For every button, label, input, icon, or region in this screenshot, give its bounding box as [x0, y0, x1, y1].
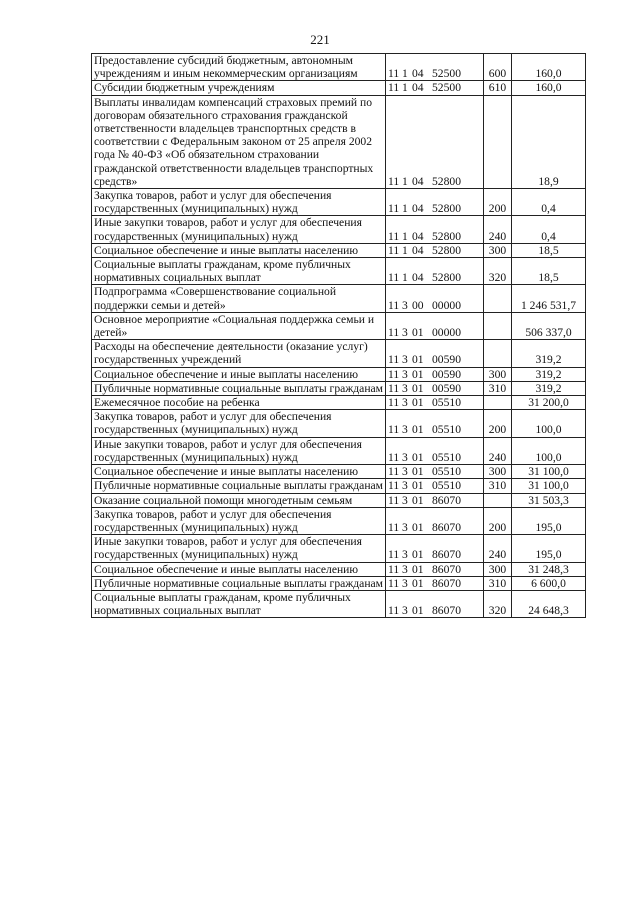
row-expense-type: 240	[484, 535, 512, 562]
table-row	[92, 381, 586, 395]
code-part-3: 04	[412, 174, 424, 188]
code-part-1: 11	[388, 174, 400, 188]
row-amount: 1 246 531,7	[512, 285, 586, 312]
code-part-1: 11	[388, 493, 400, 507]
code-part-4: 52500	[432, 81, 461, 95]
row-name: Выплаты инвалидам компенсаций страховых премий по договорам обязательного страхования гражданской ответственности владельцев транспортных средств в соответствии с Федеральным законом от 25 апреля 2002 года № 40-ФЗ «Об обязательном страховании гражданской ответственности владельцев транспортных средств»	[92, 95, 386, 188]
code-part-2: 3	[402, 465, 408, 479]
code-part-3: 01	[412, 465, 424, 479]
code-part-2: 1	[402, 229, 408, 243]
code-part-3: 04	[412, 81, 424, 95]
row-expense-type: 310	[484, 576, 512, 590]
table-row	[92, 54, 586, 81]
row-amount: 18,5	[512, 258, 586, 285]
row-amount: 31 503,3	[512, 493, 586, 507]
row-name: Иные закупки товаров, работ и услуг для обеспечения государственных (муниципальных) нужд	[92, 535, 386, 562]
code-part-1: 11	[388, 381, 400, 395]
code-part-4: 05510	[432, 423, 461, 437]
row-amount: 160,0	[512, 54, 586, 81]
row-expense-type	[484, 396, 512, 410]
code-part-4: 00590	[432, 367, 461, 381]
row-amount: 31 248,3	[512, 562, 586, 576]
row-name: Подпрограмма «Совершенствование социальной поддержки семьи и детей»	[92, 285, 386, 312]
row-code	[386, 381, 484, 395]
code-part-1: 11	[388, 562, 400, 576]
code-part-2: 3	[402, 423, 408, 437]
row-name: Закупка товаров, работ и услуг для обеспечения государственных (муниципальных) нужд	[92, 189, 386, 216]
table-row	[92, 312, 586, 339]
row-name: Иные закупки товаров, работ и услуг для обеспечения государственных (муниципальных) нужд	[92, 437, 386, 464]
code-part-1: 11	[388, 367, 400, 381]
row-name: Публичные нормативные социальные выплаты гражданам	[92, 576, 386, 590]
row-amount: 6 600,0	[512, 576, 586, 590]
code-part-3: 01	[412, 353, 424, 367]
code-part-3: 01	[412, 423, 424, 437]
table-row	[92, 479, 586, 493]
row-amount: 100,0	[512, 410, 586, 437]
code-part-2: 3	[402, 326, 408, 340]
code-part-1: 11	[388, 326, 400, 340]
code-part-2: 3	[402, 604, 408, 618]
page-number: 221	[310, 32, 330, 47]
table-row	[92, 590, 586, 617]
row-name: Предоставление субсидий бюджетным, автономным учреждениям и иным некоммерческим организациям	[92, 54, 386, 81]
code-part-3: 01	[412, 604, 424, 618]
code-part-3: 01	[412, 576, 424, 590]
row-expense-type: 200	[484, 189, 512, 216]
code-part-3: 01	[412, 326, 424, 340]
table-row	[92, 465, 586, 479]
row-name: Социальное обеспечение и иные выплаты населению	[92, 243, 386, 257]
code-part-2: 1	[402, 243, 408, 257]
code-part-3: 01	[412, 548, 424, 562]
code-part-3: 04	[412, 243, 424, 257]
code-part-3: 00	[412, 298, 424, 312]
row-code	[386, 216, 484, 243]
table-row	[92, 258, 586, 285]
table-row	[92, 576, 586, 590]
row-expense-type: 310	[484, 479, 512, 493]
row-code	[386, 95, 484, 188]
row-amount: 319,2	[512, 367, 586, 381]
code-part-1: 11	[388, 67, 400, 81]
code-part-2: 1	[402, 202, 408, 216]
code-part-1: 11	[388, 576, 400, 590]
code-part-3: 01	[412, 450, 424, 464]
row-expense-type	[484, 312, 512, 339]
row-amount: 160,0	[512, 81, 586, 95]
row-amount: 18,5	[512, 243, 586, 257]
row-code	[386, 312, 484, 339]
code-part-2: 3	[402, 562, 408, 576]
code-part-2: 3	[402, 493, 408, 507]
code-part-4: 86070	[432, 520, 461, 534]
row-expense-type	[484, 95, 512, 188]
row-name: Социальные выплаты гражданам, кроме публичных нормативных социальных выплат	[92, 590, 386, 617]
code-part-3: 01	[412, 562, 424, 576]
row-amount: 0,4	[512, 216, 586, 243]
row-amount: 195,0	[512, 535, 586, 562]
code-part-3: 04	[412, 202, 424, 216]
code-part-4: 52800	[432, 271, 461, 285]
code-part-2: 3	[402, 367, 408, 381]
code-part-4: 05510	[432, 479, 461, 493]
code-part-2: 3	[402, 520, 408, 534]
row-code	[386, 81, 484, 95]
code-part-3: 01	[412, 520, 424, 534]
code-part-4: 52800	[432, 174, 461, 188]
code-part-2: 3	[402, 479, 408, 493]
code-part-4: 00590	[432, 353, 461, 367]
row-expense-type: 240	[484, 216, 512, 243]
code-part-1: 11	[388, 520, 400, 534]
row-code	[386, 410, 484, 437]
row-amount: 195,0	[512, 507, 586, 534]
table-row	[92, 507, 586, 534]
code-part-1: 11	[388, 396, 400, 410]
row-name: Закупка товаров, работ и услуг для обеспечения государственных (муниципальных) нужд	[92, 507, 386, 534]
row-code	[386, 396, 484, 410]
row-amount: 0,4	[512, 189, 586, 216]
row-name: Социальное обеспечение и иные выплаты населению	[92, 367, 386, 381]
row-name: Оказание социальной помощи многодетным семьям	[92, 493, 386, 507]
row-expense-type: 320	[484, 590, 512, 617]
code-part-1: 11	[388, 479, 400, 493]
row-code	[386, 189, 484, 216]
code-part-4: 52800	[432, 243, 461, 257]
code-part-2: 1	[402, 67, 408, 81]
code-part-4: 52800	[432, 202, 461, 216]
table-row	[92, 95, 586, 188]
code-part-2: 1	[402, 271, 408, 285]
row-amount: 319,2	[512, 381, 586, 395]
row-amount: 31 100,0	[512, 479, 586, 493]
row-expense-type: 300	[484, 465, 512, 479]
row-expense-type: 310	[484, 381, 512, 395]
row-expense-type: 200	[484, 410, 512, 437]
table-row	[92, 367, 586, 381]
row-code	[386, 562, 484, 576]
table-row	[92, 340, 586, 367]
code-part-2: 3	[402, 396, 408, 410]
code-part-4: 00000	[432, 326, 461, 340]
table-row	[92, 216, 586, 243]
row-amount: 100,0	[512, 437, 586, 464]
row-name: Закупка товаров, работ и услуг для обеспечения государственных (муниципальных) нужд	[92, 410, 386, 437]
row-amount: 319,2	[512, 340, 586, 367]
code-part-2: 3	[402, 353, 408, 367]
row-name: Расходы на обеспечение деятельности (оказание услуг) государственных учреждений	[92, 340, 386, 367]
code-part-3: 01	[412, 367, 424, 381]
code-part-4: 52800	[432, 229, 461, 243]
row-expense-type: 600	[484, 54, 512, 81]
code-part-3: 01	[412, 493, 424, 507]
table-row	[92, 189, 586, 216]
table-row	[92, 493, 586, 507]
row-code	[386, 243, 484, 257]
row-name: Социальные выплаты гражданам, кроме публичных нормативных социальных выплат	[92, 258, 386, 285]
code-part-2: 3	[402, 450, 408, 464]
row-code	[386, 507, 484, 534]
code-part-3: 04	[412, 271, 424, 285]
code-part-3: 01	[412, 381, 424, 395]
row-expense-type: 320	[484, 258, 512, 285]
code-part-4: 86070	[432, 493, 461, 507]
code-part-3: 04	[412, 67, 424, 81]
row-name: Иные закупки товаров, работ и услуг для обеспечения государственных (муниципальных) нужд	[92, 216, 386, 243]
code-part-1: 11	[388, 229, 400, 243]
row-name: Социальное обеспечение и иные выплаты населению	[92, 562, 386, 576]
table-row	[92, 437, 586, 464]
code-part-4: 05510	[432, 396, 461, 410]
table-row	[92, 410, 586, 437]
budget-table-body	[92, 54, 586, 618]
row-name: Ежемесячное пособие на ребенка	[92, 396, 386, 410]
code-part-1: 11	[388, 465, 400, 479]
row-code	[386, 285, 484, 312]
code-part-4: 00590	[432, 381, 461, 395]
row-expense-type: 300	[484, 367, 512, 381]
code-part-1: 11	[388, 271, 400, 285]
table-row	[92, 285, 586, 312]
row-code	[386, 54, 484, 81]
code-part-2: 3	[402, 548, 408, 562]
row-amount: 506 337,0	[512, 312, 586, 339]
code-part-1: 11	[388, 202, 400, 216]
code-part-1: 11	[388, 604, 400, 618]
code-part-2: 3	[402, 298, 408, 312]
row-amount: 31 100,0	[512, 465, 586, 479]
row-name: Публичные нормативные социальные выплаты гражданам	[92, 479, 386, 493]
row-expense-type	[484, 285, 512, 312]
table-row	[92, 396, 586, 410]
row-expense-type: 200	[484, 507, 512, 534]
row-name: Социальное обеспечение и иные выплаты населению	[92, 465, 386, 479]
row-expense-type: 300	[484, 562, 512, 576]
budget-table	[91, 53, 586, 618]
table-row	[92, 535, 586, 562]
row-name: Основное мероприятие «Социальная поддержка семьи и детей»	[92, 312, 386, 339]
code-part-1: 11	[388, 298, 400, 312]
code-part-4: 86070	[432, 576, 461, 590]
code-part-4: 52500	[432, 67, 461, 81]
row-expense-type: 240	[484, 437, 512, 464]
code-part-1: 11	[388, 353, 400, 367]
row-code	[386, 465, 484, 479]
code-part-1: 11	[388, 450, 400, 464]
row-code	[386, 590, 484, 617]
code-part-3: 04	[412, 229, 424, 243]
row-expense-type	[484, 340, 512, 367]
row-amount: 18,9	[512, 95, 586, 188]
row-code	[386, 367, 484, 381]
code-part-4: 86070	[432, 604, 461, 618]
row-expense-type: 300	[484, 243, 512, 257]
code-part-2: 3	[402, 576, 408, 590]
row-code	[386, 493, 484, 507]
code-part-2: 1	[402, 174, 408, 188]
table-row	[92, 562, 586, 576]
code-part-1: 11	[388, 548, 400, 562]
row-code	[386, 576, 484, 590]
code-part-4: 00000	[432, 298, 461, 312]
row-expense-type: 610	[484, 81, 512, 95]
table-row	[92, 243, 586, 257]
code-part-2: 3	[402, 381, 408, 395]
code-part-4: 05510	[432, 465, 461, 479]
row-code	[386, 535, 484, 562]
table-row	[92, 81, 586, 95]
row-code	[386, 479, 484, 493]
code-part-4: 86070	[432, 562, 461, 576]
row-code	[386, 258, 484, 285]
code-part-1: 11	[388, 423, 400, 437]
row-code	[386, 437, 484, 464]
row-expense-type	[484, 493, 512, 507]
code-part-4: 05510	[432, 450, 461, 464]
row-name: Субсидии бюджетным учреждениям	[92, 81, 386, 95]
row-amount: 31 200,0	[512, 396, 586, 410]
code-part-4: 86070	[432, 548, 461, 562]
code-part-1: 11	[388, 81, 400, 95]
code-part-2: 1	[402, 81, 408, 95]
row-amount: 24 648,3	[512, 590, 586, 617]
row-name: Публичные нормативные социальные выплаты гражданам	[92, 381, 386, 395]
code-part-1: 11	[388, 243, 400, 257]
code-part-3: 01	[412, 479, 424, 493]
row-code	[386, 340, 484, 367]
code-part-3: 01	[412, 396, 424, 410]
